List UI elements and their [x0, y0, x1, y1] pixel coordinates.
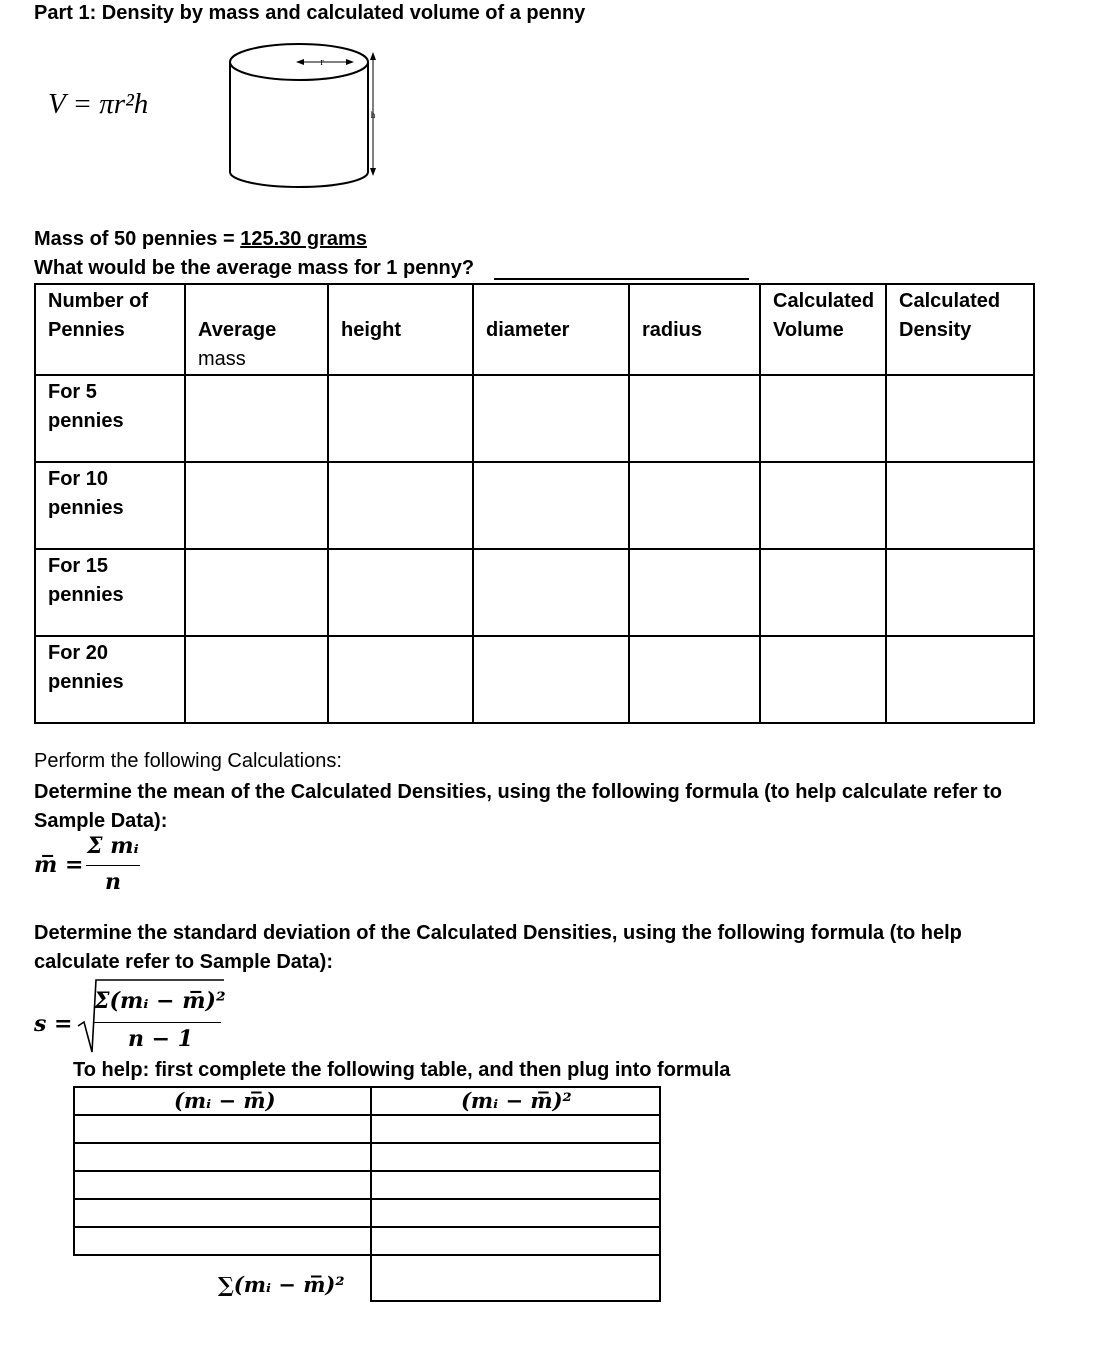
- sd-formula-lhs: s =: [34, 1011, 73, 1037]
- diameter-cell[interactable]: [473, 549, 629, 636]
- deviation-table: [73, 1086, 661, 1302]
- mass-line: [34, 228, 367, 251]
- deviation-cell[interactable]: [74, 1143, 371, 1171]
- average-mass-question: What would be the average mass for 1 penny?: [34, 257, 475, 279]
- dev-header-cell-2: [371, 1087, 660, 1115]
- volume-cell[interactable]: [760, 549, 886, 636]
- table-row: [74, 1227, 660, 1255]
- mean-formula-lhs: m̅ =: [34, 852, 84, 878]
- header-diameter: diameter: [473, 284, 629, 375]
- height-arrowhead-bottom: [370, 168, 376, 176]
- average-mass-answer-blank[interactable]: [494, 261, 749, 280]
- table-row: [74, 1143, 660, 1171]
- volume-cell[interactable]: [760, 375, 886, 462]
- mean-formula-denominator: n: [105, 869, 121, 895]
- density-cell[interactable]: [886, 549, 1034, 636]
- table-row: [35, 375, 1034, 462]
- deviation-cell[interactable]: [74, 1227, 371, 1255]
- sd-fraction-bar: [94, 1022, 221, 1023]
- table-header-row: [35, 284, 1034, 375]
- squared-deviation-cell[interactable]: [371, 1199, 660, 1227]
- diameter-cell[interactable]: [473, 462, 629, 549]
- dev-header-cell-1: [74, 1087, 371, 1115]
- radius-arrowhead-right: [346, 59, 354, 65]
- height-cell[interactable]: [328, 462, 473, 549]
- height-cell[interactable]: [328, 375, 473, 462]
- squared-deviation-cell[interactable]: [371, 1115, 660, 1143]
- mean-formula-numerator: Σ mᵢ: [87, 833, 139, 859]
- mean-instruction: Determine the mean of the Calculated Densities, using the following formula (to help calculate refer to Sample Data):: [34, 781, 1002, 832]
- average-mass-cell[interactable]: [185, 636, 328, 723]
- volume-cell[interactable]: [760, 462, 886, 549]
- table-row: [74, 1087, 660, 1115]
- row-label: For 20 pennies: [35, 636, 185, 723]
- sum-value-cell[interactable]: [371, 1255, 660, 1301]
- table-row: [35, 549, 1034, 636]
- diameter-cell[interactable]: [473, 636, 629, 723]
- sum-label: ∑(mᵢ − m̅)²: [218, 1272, 345, 1297]
- radius-cell[interactable]: [629, 375, 760, 462]
- deviation-cell[interactable]: [74, 1199, 371, 1227]
- dev-col2-header: (mᵢ − m̅)²: [461, 1088, 572, 1113]
- row-label: For 10 pennies: [35, 462, 185, 549]
- header-height: height: [328, 284, 473, 375]
- volume-cell[interactable]: [760, 636, 886, 723]
- average-mass-cell[interactable]: [185, 549, 328, 636]
- part-title: Part 1: Density by mass and calculated volume of a penny: [34, 2, 586, 24]
- height-cell[interactable]: [328, 636, 473, 723]
- density-cell[interactable]: [886, 462, 1034, 549]
- table-row: [35, 462, 1034, 549]
- squared-deviation-cell[interactable]: [371, 1171, 660, 1199]
- table-row: [74, 1199, 660, 1227]
- deviation-cell[interactable]: [74, 1171, 371, 1199]
- squared-deviation-cell[interactable]: [371, 1227, 660, 1255]
- calculations-intro: Perform the following Calculations:: [34, 750, 342, 772]
- dev-col1-header: (mᵢ − m̅): [174, 1088, 276, 1113]
- header-calculated-volume: Calculated Volume: [760, 284, 886, 375]
- row-label: For 5 pennies: [35, 375, 185, 462]
- height-label: h: [370, 110, 376, 120]
- table-row: [35, 636, 1034, 723]
- squared-deviation-cell[interactable]: [371, 1143, 660, 1171]
- density-cell[interactable]: [886, 375, 1034, 462]
- help-text: To help: first complete the following table, and then plug into formula: [73, 1059, 731, 1081]
- volume-formula: V = πr²h: [48, 88, 149, 120]
- table-row: [74, 1171, 660, 1199]
- radius-arrowhead-left: [296, 59, 304, 65]
- header-number-of-pennies: Number of Pennies: [35, 284, 185, 375]
- table-row: [74, 1115, 660, 1143]
- average-mass-cell[interactable]: [185, 462, 328, 549]
- height-arrowhead-top: [370, 52, 376, 60]
- height-cell[interactable]: [328, 549, 473, 636]
- header-calculated-density: Calculated Density: [886, 284, 1034, 375]
- radius-cell[interactable]: [629, 549, 760, 636]
- row-label: For 15 pennies: [35, 549, 185, 636]
- sum-row: [74, 1255, 660, 1301]
- radius-cell[interactable]: [629, 462, 760, 549]
- penny-data-table: [34, 283, 1035, 724]
- density-cell[interactable]: [886, 636, 1034, 723]
- sd-formula-denominator: n − 1: [128, 1026, 194, 1052]
- diameter-cell[interactable]: [473, 375, 629, 462]
- radius-cell[interactable]: [629, 636, 760, 723]
- sd-instruction: Determine the standard deviation of the Calculated Densities, using the following formula (to help calculate refer to Sample Data):: [34, 922, 962, 973]
- average-mass-cell[interactable]: [185, 375, 328, 462]
- deviation-cell[interactable]: [74, 1115, 371, 1143]
- header-radius: radius: [629, 284, 760, 375]
- mass-value: 125.30 grams: [240, 228, 367, 250]
- cylinder-diagram: [220, 40, 390, 190]
- radius-label: r: [320, 57, 324, 68]
- sd-formula-numerator: Σ(mᵢ − m̅)²: [94, 988, 226, 1014]
- mean-fraction-bar: [86, 865, 140, 866]
- mass-label: Mass of 50 pennies =: [34, 228, 241, 250]
- header-average-mass: Average mass: [185, 284, 328, 375]
